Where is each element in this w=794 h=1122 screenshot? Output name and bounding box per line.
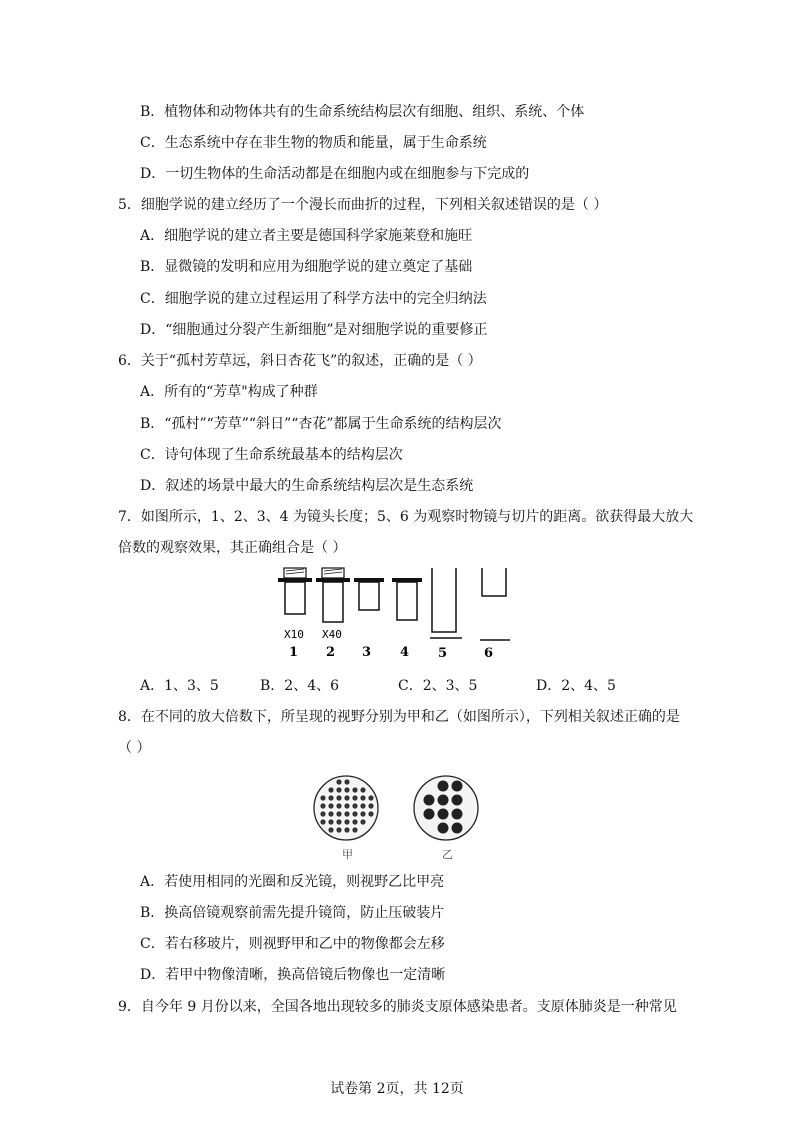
cell-small — [328, 827, 333, 832]
cell-small — [352, 827, 357, 832]
option-6a: A．所有的“芳草"构成了种群 — [140, 384, 318, 400]
cell-small — [328, 819, 333, 824]
cell-small — [368, 795, 373, 800]
field-yi — [414, 776, 478, 840]
option-7a: A．1、3、5 — [140, 678, 219, 694]
option-4b: B．植物体和动物体共有的生命系统结构层次有细胞、组织、系统、个体 — [140, 104, 585, 120]
cell-small — [320, 803, 325, 808]
option-7b: B．2、4、6 — [260, 678, 340, 694]
option-7d: D．2、4、5 — [536, 678, 616, 694]
option-6b: B．“孤村”“芳草”“斜日”“杏花”都属于生命系统的结构层次 — [140, 416, 502, 432]
option-6d: D．叙述的场景中最大的生命系统结构层次是生态系统 — [140, 478, 474, 494]
lens-1-label: X10 — [284, 628, 304, 641]
cell-large — [452, 823, 463, 834]
option-5a: A．细胞学说的建立者主要是德国科学家施莱登和施旺 — [140, 228, 473, 244]
cell-small — [344, 779, 349, 784]
cell-small — [352, 819, 357, 824]
cell-small — [360, 811, 365, 816]
cell-small — [328, 811, 333, 816]
field-jia — [314, 776, 378, 840]
cell-small — [352, 803, 357, 808]
cell-small — [320, 819, 325, 824]
cell-small — [368, 803, 373, 808]
cell-large — [452, 795, 463, 806]
option-8d: D．若甲中物像清晰，换高倍镜后物像也一定清晰 — [140, 967, 446, 983]
cell-small — [328, 803, 333, 808]
cell-small — [352, 787, 357, 792]
label-yi: 乙 — [442, 848, 453, 861]
lens-2 — [316, 568, 350, 622]
cell-small — [328, 795, 333, 800]
cell-small — [360, 787, 365, 792]
num-3: 3 — [362, 645, 372, 660]
cell-small — [360, 803, 365, 808]
cell-small — [336, 779, 341, 784]
cell-small — [368, 811, 373, 816]
question-8-line1: 8．在不同的放大倍数下，所呈现的视野分别为甲和乙（如图所示），下列相关叙述正确的是 — [118, 709, 680, 725]
option-5b: B．显微镜的发明和应用为细胞学说的建立奠定了基础 — [140, 259, 473, 275]
question-8-line2: （ ） — [118, 740, 151, 756]
field-of-view-figure — [300, 764, 500, 864]
num-2: 2 — [326, 645, 336, 660]
option-5d: D．“细胞通过分裂产生新细胞”是对细胞学说的重要修正 — [140, 322, 488, 338]
num-6: 6 — [484, 646, 494, 661]
lens-2-label: X40 — [322, 628, 342, 641]
option-5c: C．细胞学说的建立过程运用了科学方法中的完全归纳法 — [140, 291, 487, 307]
option-8b: B．换高倍镜观察前需先提升镜筒，防止压破装片 — [140, 905, 445, 921]
question-7-line1: 7．如图所示，1、2、3、4 为镜头长度；5、6 为观察时物镜与切片的距离。欲获得最大放大 — [118, 509, 694, 525]
lens-figure — [270, 562, 520, 662]
cell-small — [336, 827, 341, 832]
option-6c: C．诗句体现了生命系统最基本的结构层次 — [140, 447, 403, 463]
cell-large — [452, 809, 463, 820]
cell-small — [344, 803, 349, 808]
option-8a: A．若使用相同的光圈和反光镜，则视野乙比甲亮 — [140, 874, 445, 890]
num-4: 4 — [400, 645, 410, 660]
lens-4 — [392, 578, 422, 620]
page-footer: 试卷第 2页，共 12页 — [330, 1081, 464, 1097]
question-5: 5．细胞学说的建立经历了一个漫长而曲折的过程，下列相关叙述错误的是（ ） — [118, 197, 608, 213]
cell-large — [438, 781, 449, 792]
cell-large — [438, 823, 449, 834]
lens-1 — [278, 568, 312, 614]
cell-small — [320, 811, 325, 816]
num-5: 5 — [438, 646, 448, 661]
cell-large — [438, 795, 449, 806]
question-7-line2: 倍数的观察效果，其正确组合是（ ） — [118, 540, 347, 556]
cell-small — [336, 795, 341, 800]
cell-large — [424, 795, 435, 806]
cell-small — [344, 811, 349, 816]
cell-small — [320, 795, 325, 800]
cell-large — [452, 781, 463, 792]
cell-small — [328, 787, 333, 792]
cell-small — [344, 827, 349, 832]
cell-small — [336, 819, 341, 824]
question-9: 9．自今年 9 月份以来，全国各地出现较多的肺炎支原体感染患者。支原体肺炎是一种常见 — [118, 999, 677, 1015]
num-1: 1 — [289, 645, 299, 660]
cell-small — [360, 795, 365, 800]
cell-small — [344, 795, 349, 800]
cell-small — [360, 819, 365, 824]
cell-small — [336, 811, 341, 816]
cell-small — [352, 795, 357, 800]
cell-large — [424, 809, 435, 820]
option-7c: C．2、3、5 — [398, 678, 478, 694]
question-6: 6．关于“孤村芳草远，斜日杏花飞”的叙述，正确的是（ ） — [118, 353, 482, 369]
distance-6 — [480, 568, 510, 640]
distance-5 — [430, 568, 462, 638]
cell-small — [336, 787, 341, 792]
cell-small — [352, 811, 357, 816]
option-4c: C．生态系统中存在非生物的物质和能量，属于生命系统 — [140, 135, 487, 151]
cell-small — [344, 819, 349, 824]
label-jia: 甲 — [342, 848, 353, 861]
lens-3 — [354, 578, 384, 610]
option-4d: D．一切生物体的生命活动都是在细胞内或在细胞参与下完成的 — [140, 166, 530, 182]
cell-small — [344, 787, 349, 792]
option-8c: C．若右移玻片，则视野甲和乙中的物像都会左移 — [140, 936, 445, 952]
cell-large — [438, 809, 449, 820]
cell-small — [336, 803, 341, 808]
